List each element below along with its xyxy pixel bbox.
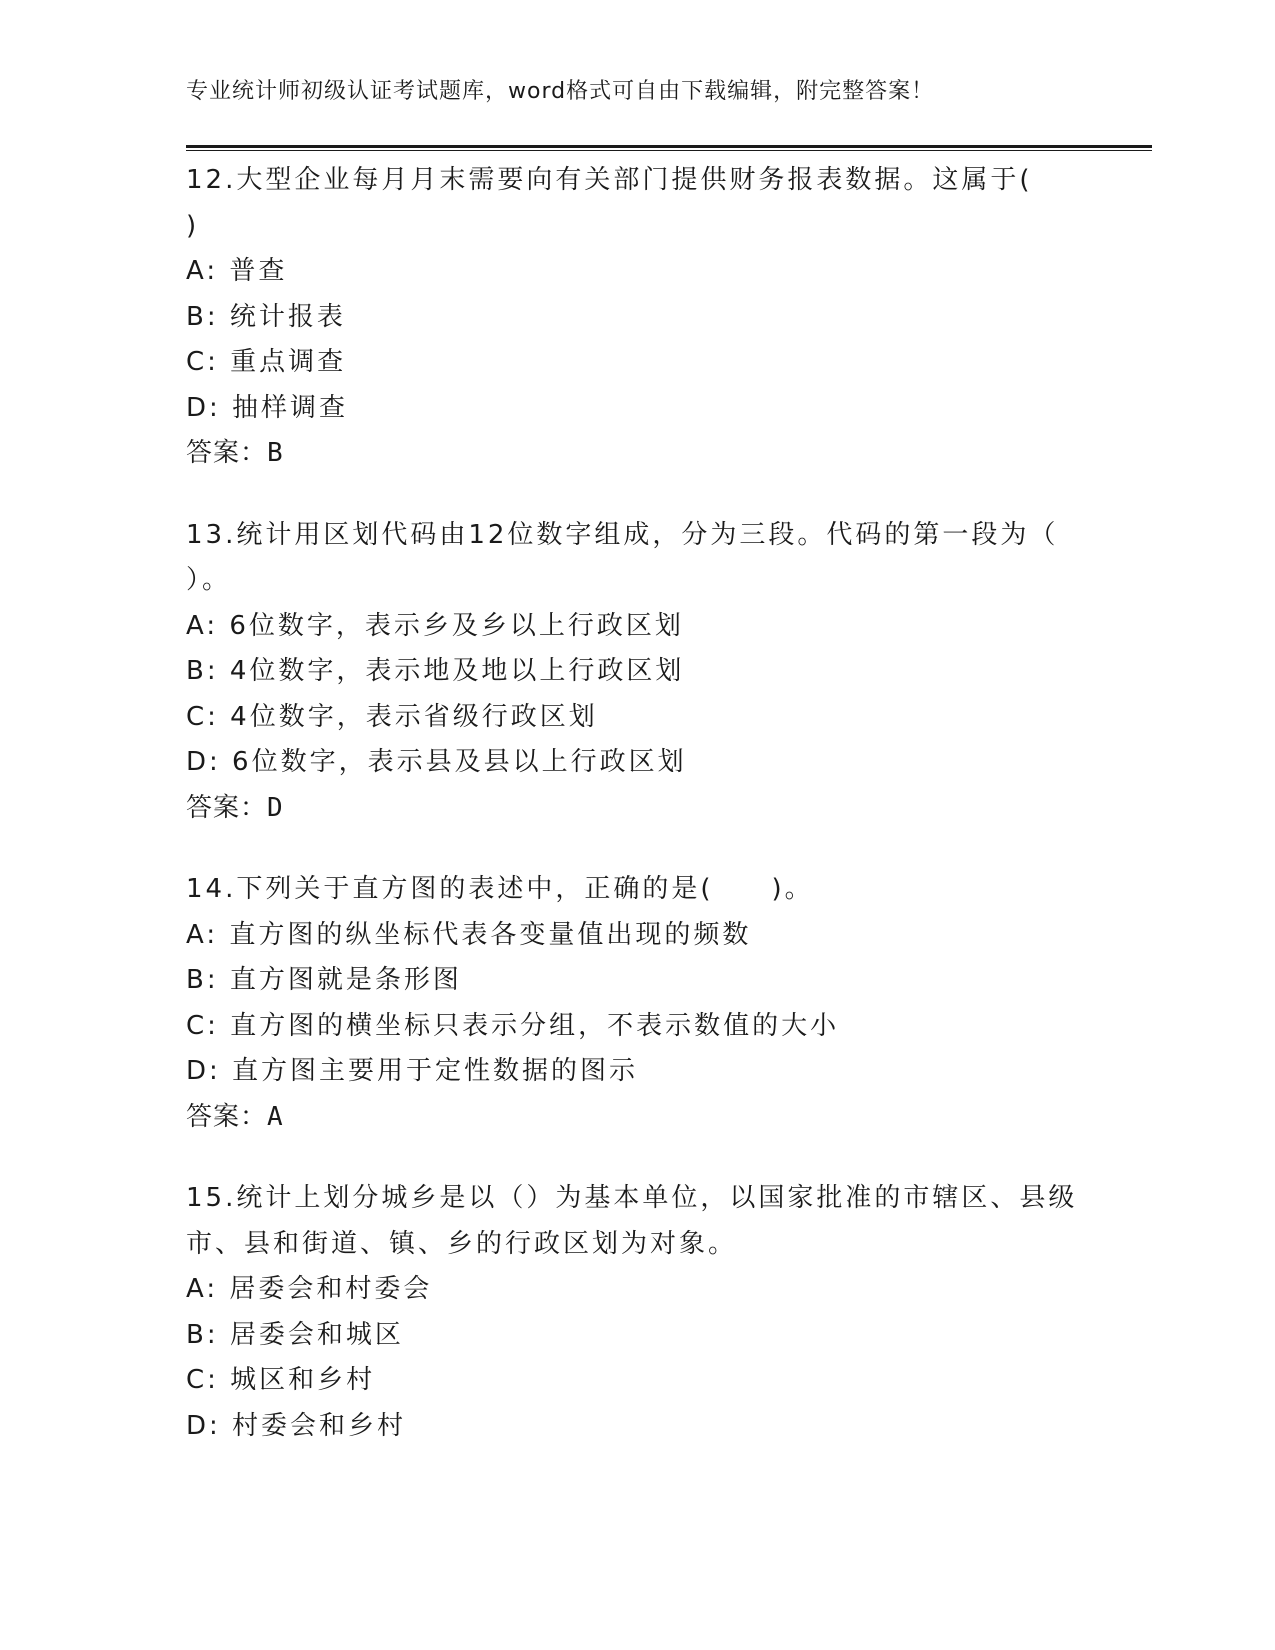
question-stem: 15.统计上划分城乡是以（）为基本单位，以国家批准的市辖区、县级 [186,1183,1078,1213]
question-stem: ）。 [186,565,232,595]
option-b: B: 居委会和城区 [186,1319,404,1350]
option-c: C: 4位数字，表示省级行政区划 [186,701,598,732]
option-c: C: 直方图的横坐标只表示分组，不表示数值的大小 [186,1010,840,1041]
option-a: A: 直方图的纵坐标代表各变量值出现的频数 [186,919,752,950]
option-d: D: 6位数字，表示县及县以上行政区划 [186,747,687,777]
answer: 答案：A [186,1101,284,1132]
header-divider [186,145,1152,151]
option-a: A: 普查 [186,256,288,286]
option-c: C: 城区和乡村 [186,1365,376,1395]
option-d: D: 抽样调查 [186,392,349,423]
question-stem: 14.下列关于直方图的表述中，正确的是( )。 [186,874,814,904]
document-header: 专业统计师初级认证考试题库，word格式可自由下载编辑，附完整答案！ [186,79,935,104]
question-stem: 市、县和街道、镇、乡的行政区划为对象。 [186,1228,738,1259]
option-c: C: 重点调查 [186,347,347,377]
option-b: B: 4位数字，表示地及地以上行政区划 [186,656,685,686]
option-a: A: 6位数字，表示乡及乡以上行政区划 [186,610,684,641]
question-list [186,158,1086,1485]
option-b: B: 直方图就是条形图 [186,965,462,995]
option-b: B: 统计报表 [186,301,346,332]
answer: 答案：D [186,792,284,823]
question-13 [186,513,1086,832]
question-stem: ) [186,210,200,241]
question-15 [186,1176,1086,1449]
question-stem: 13.统计用区划代码由12位数字组成，分为三段。代码的第一段为（ [186,519,1059,550]
option-d: D: 直方图主要用于定性数据的图示 [186,1056,639,1086]
option-d: D: 村委会和乡村 [186,1410,407,1441]
answer: 答案：B [186,438,284,468]
question-12 [186,158,1086,477]
question-14 [186,867,1086,1140]
question-stem: 12.大型企业每月月末需要向有关部门提供财务报表数据。这属于( [186,165,1033,195]
option-a: A: 居委会和村委会 [186,1274,433,1304]
